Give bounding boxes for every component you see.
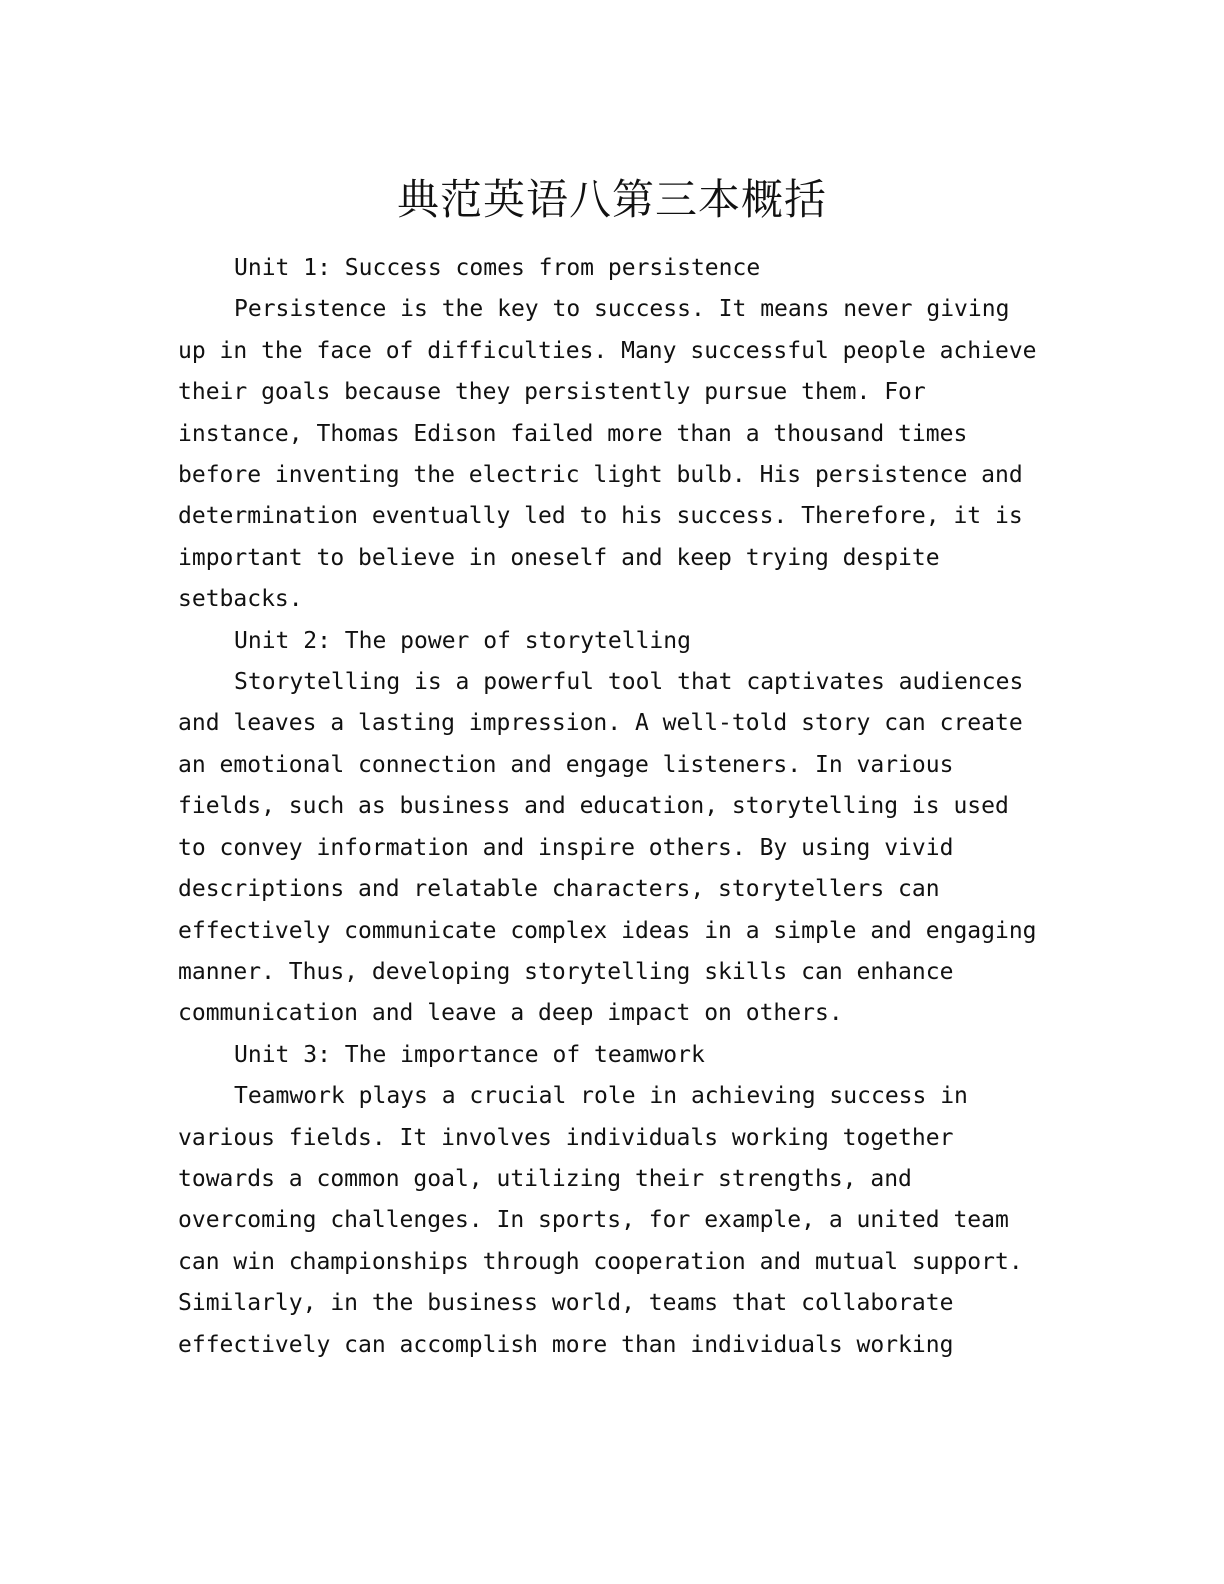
unit-3-paragraph: Teamwork plays a crucial role in achieving success in various fields. It involves individuals working together towards a common goal, utilizing their strengths, and overcoming challenges. In sports, for example, a united team can win championships through cooperation and mutual support. Similarly, in the business world, teams that collaborate effectively can accomplish more than individuals working bbox=[178, 1083, 1023, 1358]
unit-1-paragraph: Persistence is the key to success. It means never giving up in the face of difficulties. Many successful people achieve their goals because they persistently pursue them. For instance, Thomas Edison failed more than a thousand times before inventing the electric light bulb. His persistence and determination eventually led to his success. Therefore, it is important to believe in oneself and keep trying despite setbacks. bbox=[178, 296, 1037, 613]
document-body bbox=[178, 248, 1048, 1366]
document-title: 典范英语八第三本概括 bbox=[396, 175, 827, 224]
unit-2-heading: Unit 2: The power of storytelling bbox=[234, 627, 691, 654]
unit-2-paragraph: Storytelling is a powerful tool that captivates audiences and leaves a lasting impression. A well-told story can create an emotional connection and engage listeners. In various fields, such as business and education, storytelling is used to convey information and inspire others. By using vivid descriptions and relatable characters, storytellers can effectively communicate complex ideas in a simple and engaging manner. Thus, developing storytelling skills can enhance communication and leave a deep impact on others. bbox=[178, 669, 1037, 1027]
unit-1-heading: Unit 1: Success comes from persistence bbox=[234, 255, 761, 281]
unit-3-heading: Unit 3: The importance of teamwork bbox=[234, 1041, 705, 1068]
